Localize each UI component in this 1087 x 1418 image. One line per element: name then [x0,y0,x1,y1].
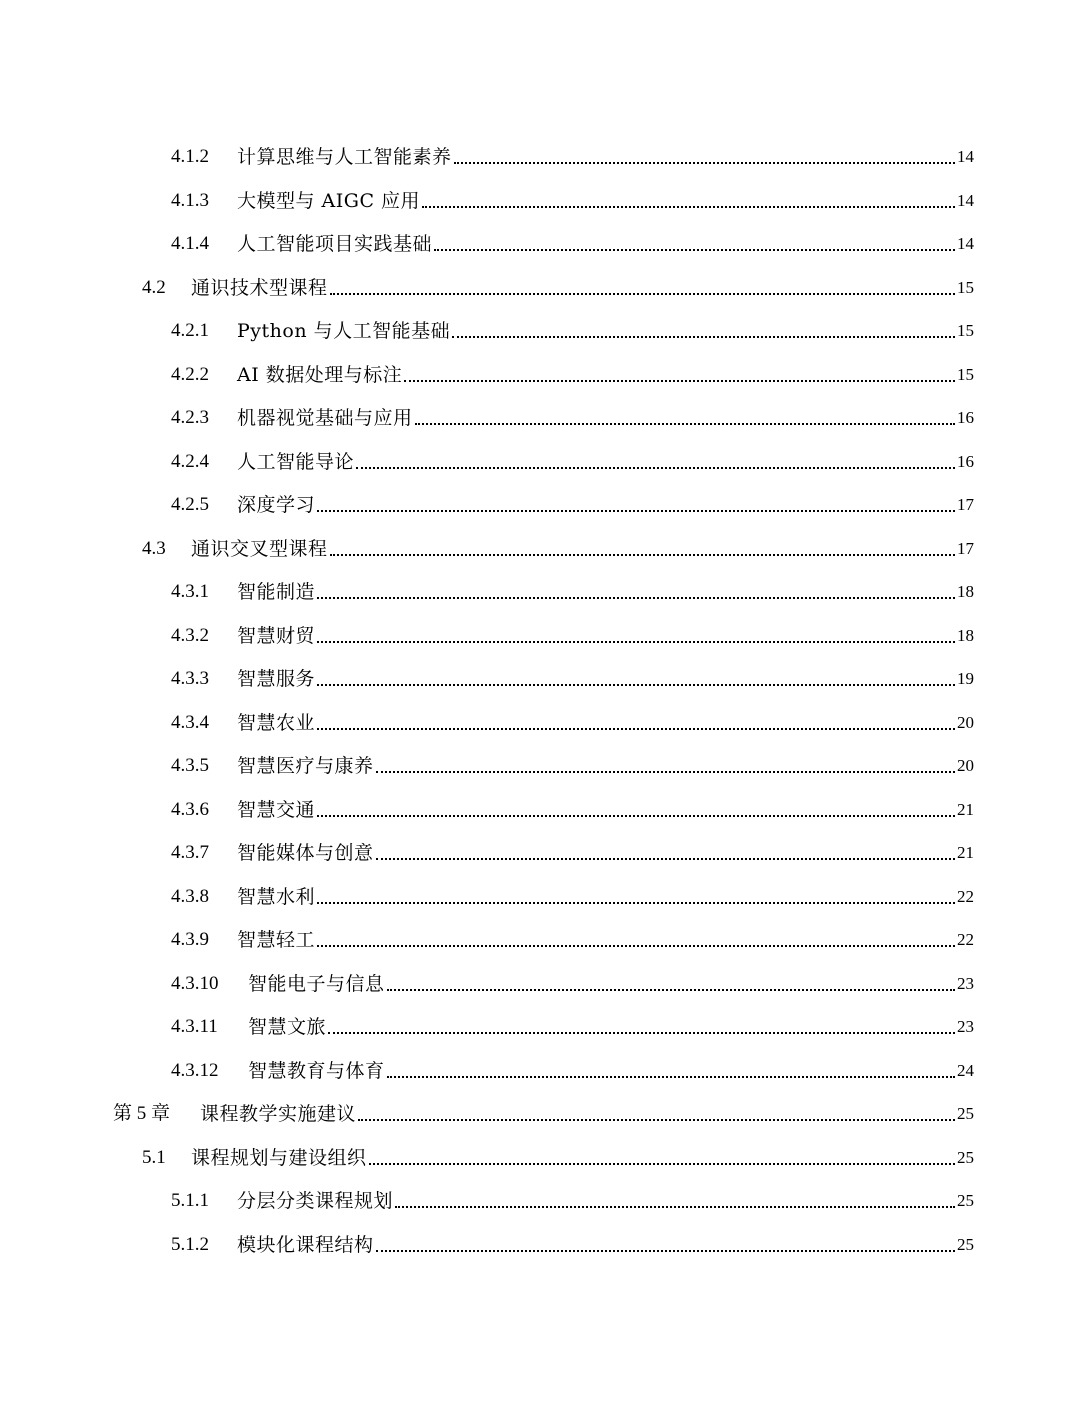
toc-entry-number: 4.2.5 [171,494,209,515]
toc-entry-number: 4.3.11 [171,1016,218,1037]
toc-entry-title: 通识交叉型课程 [191,537,328,560]
toc-entry[interactable] [171,704,974,734]
toc-entry[interactable] [171,356,974,386]
toc-entry-title: 分层分类课程规划 [237,1190,394,1212]
toc-entry-page-number: 14 [957,190,974,210]
toc-entry-page-number: 14 [957,234,974,253]
toc-entry-title: 智慧教育与体育 [248,1059,385,1082]
toc-entry[interactable] [171,660,974,690]
toc-entry[interactable] [171,1008,974,1038]
toc-entry-title: 智慧财贸 [237,624,316,647]
toc-entry-title: 智慧服务 [237,668,316,690]
toc-entry[interactable] [171,443,974,473]
toc-entry-number: 4.2.3 [171,407,209,428]
toc-entry-title: 通识技术型课程 [191,276,328,299]
toc-entry-number: 4.3.1 [171,581,209,602]
toc-entry-number: 5.1.1 [171,1190,209,1211]
toc-entry-page-number: 25 [957,1191,974,1210]
toc-dot-leader [422,206,955,208]
toc-dot-leader [317,728,955,730]
toc-entry-number: 4.3.4 [171,711,209,733]
toc-dot-leader [387,989,955,991]
toc-entry-page-number: 20 [957,756,974,775]
toc-entry-title: 智能电子与信息 [248,972,385,995]
toc-entry-title: 课程规划与建设组织 [191,1146,367,1169]
toc-entry-number: 4.3.2 [171,624,209,646]
toc-dot-leader [317,597,955,599]
toc-entry-title: 智慧水利 [237,885,316,908]
toc-entry[interactable] [142,530,974,560]
toc-entry[interactable] [171,225,974,255]
toc-dot-leader [358,1119,955,1121]
toc-entry-page-number: 19 [957,669,974,688]
toc-entry-page-number: 25 [957,1234,974,1254]
toc-entry-page-number: 20 [957,712,974,732]
toc-dot-leader [328,1032,955,1034]
toc-entry-number: 4.3.12 [171,1059,219,1081]
toc-dot-leader [454,162,955,164]
toc-entry[interactable] [142,269,974,299]
toc-entry-title: 智能媒体与创意 [237,842,374,864]
toc-entry[interactable] [113,1095,974,1125]
toc-entry-page-number: 15 [957,277,974,297]
toc-dot-leader [404,380,955,382]
toc-entry-number: 4.3.5 [171,755,209,776]
toc-entry-number: 4.1.3 [171,189,209,211]
toc-dot-leader [415,423,955,425]
toc-dot-leader [434,249,955,251]
toc-entry-page-number: 16 [957,451,974,471]
toc-entry-number: 4.3.7 [171,842,209,863]
toc-dot-leader [317,641,955,643]
toc-entry-page-number: 25 [957,1104,974,1123]
toc-entry-title: 智慧交通 [237,798,316,821]
toc-entry[interactable] [171,965,974,995]
toc-dot-leader [317,510,955,512]
toc-entry[interactable] [171,312,974,342]
toc-entry-page-number: 14 [957,147,974,166]
toc-dot-leader [395,1206,955,1208]
toc-entry-title: 模块化课程结构 [237,1233,374,1256]
toc-entry-number: 4.2 [142,276,166,298]
toc-entry-number: 4.3.10 [171,972,219,994]
toc-entry-title: 智慧医疗与康养 [237,755,374,777]
toc-entry[interactable] [171,486,974,516]
toc-entry-title: 机器视觉基础与应用 [237,407,413,429]
toc-dot-leader [376,858,955,860]
toc-entry-number: 4.3.8 [171,885,209,907]
toc-entry-page-number: 18 [957,625,974,645]
toc-entry[interactable] [171,617,974,647]
toc-entry[interactable] [171,138,974,168]
toc-entry-title: 人工智能项目实践基础 [237,233,433,255]
toc-entry[interactable] [171,1182,974,1212]
toc-entry-page-number: 21 [957,799,974,819]
toc-entry-title: 智慧农业 [237,711,316,734]
toc-entry-page-number: 15 [957,321,974,340]
toc-entry-number: 第 5 章 [113,1103,171,1124]
toc-entry-page-number: 25 [957,1147,974,1167]
toc-entry-page-number: 24 [957,1060,974,1080]
toc-entry[interactable] [171,878,974,908]
toc-entry-title: AI 数据处理与标注 [237,363,403,386]
toc-entry[interactable] [171,1226,974,1256]
toc-entry-number: 4.2.1 [171,320,209,341]
toc-entry-page-number: 15 [957,364,974,384]
toc-entry-page-number: 23 [957,1017,974,1036]
toc-entry[interactable] [171,182,974,212]
toc-entry[interactable] [142,1139,974,1169]
toc-dot-leader [317,945,955,947]
toc-entry-page-number: 23 [957,973,974,993]
toc-entry-page-number: 22 [957,886,974,906]
toc-entry-title: 计算思维与人工智能素养 [237,146,452,168]
toc-entry-title: 深度学习 [237,494,316,516]
toc-entry[interactable] [171,747,974,777]
toc-entry-title: 智能制造 [237,581,316,603]
toc-entry-title: 人工智能导论 [237,450,355,473]
toc-dot-leader [330,554,955,556]
toc-entry-title: Python 与人工智能基础 [237,320,451,342]
toc-entry[interactable] [171,399,974,429]
toc-entry[interactable] [171,791,974,821]
toc-entry-title: 智慧轻工 [237,929,316,951]
toc-entry[interactable] [171,834,974,864]
toc-dot-leader [356,467,955,469]
toc-entry-number: 5.1 [142,1146,166,1168]
toc-entry-number: 4.1.4 [171,233,209,254]
toc-entry-page-number: 17 [957,495,974,514]
toc-entry[interactable] [171,921,974,951]
toc-entry-number: 4.3.3 [171,668,209,689]
toc-entry-number: 4.3.9 [171,929,209,950]
toc-dot-leader [387,1076,955,1078]
toc-entry-title: 大模型与 AIGC 应用 [237,189,421,212]
toc-dot-leader [452,336,955,338]
toc-dot-leader [317,684,955,686]
toc-entry-number: 5.1.2 [171,1233,209,1255]
toc-entry-page-number: 22 [957,930,974,949]
toc-dot-leader [317,815,955,817]
toc-entry-page-number: 17 [957,538,974,558]
toc-entry-number: 4.3 [142,537,166,559]
toc-entry-number: 4.2.4 [171,450,209,472]
toc-dot-leader [317,902,955,904]
toc-entry-number: 4.3.6 [171,798,209,820]
toc-dot-leader [330,293,955,295]
toc-entry-number: 4.2.2 [171,363,209,385]
toc-entry-page-number: 18 [957,582,974,601]
toc-entry[interactable] [171,1052,974,1082]
toc-entry-page-number: 16 [957,408,974,427]
toc-entry-title: 课程教学实施建议 [200,1103,357,1125]
toc-dot-leader [376,1250,955,1252]
toc-entry[interactable] [171,573,974,603]
toc-entry-title: 智慧文旅 [248,1016,327,1038]
toc-dot-leader [376,771,955,773]
toc-entry-number: 4.1.2 [171,146,209,167]
toc-entry-page-number: 21 [957,843,974,862]
toc-dot-leader [369,1163,955,1165]
